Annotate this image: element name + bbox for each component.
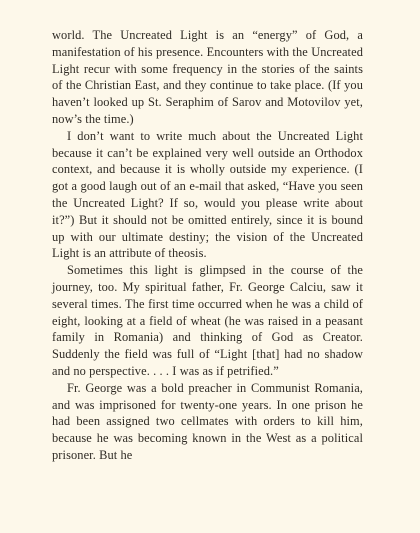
- book-page-text: [52, 27, 363, 464]
- paragraph-imprisonment: Fr. George was a bold preacher in Communist Romania, and was imprisoned for twenty-one years. In one prison he had been assigned two cellmates with orders to kill him, because he was becoming known in the West as a political prisoner. But he: [52, 380, 363, 462]
- paragraph-uncreated-light: I don’t want to write much about the Uncreated Light because it can’t be explained very well outside an Orthodox context, and because it is wholly outside my experience. (I got a good laugh out of an e-mail that asked, “Have you seen the Uncreated Light? If so, would you please write about it?”) But it should not be omitted entirely, since it is bound up with our ultimate destiny; the vision of the Uncreated Light is an attribute of theosis.: [52, 128, 363, 261]
- paragraph-fr-george-calciu: Sometimes this light is glimpsed in the course of the journey, too. My spiritual father, Fr. George Calciu, saw it several times. The first time occurred when he was a child of eight, looking at a field of wheat (he was raised in a peasant family in Romania) and thinking of God as Creator. Suddenly the field was full of “Light [that] had no shadow and no perspective. . . . I was as if petrified.”: [52, 263, 363, 378]
- paragraph-continued: world. The Uncreated Light is an “energy” of God, a manifestation of his presence. Encounters with the Uncreated Light recur with some frequency in the stories of the saints of the Christian East, and they continue to take place. (If you haven’t looked up St. Seraphim of Sarov and Motovilov yet, now’s the time.): [52, 28, 363, 126]
